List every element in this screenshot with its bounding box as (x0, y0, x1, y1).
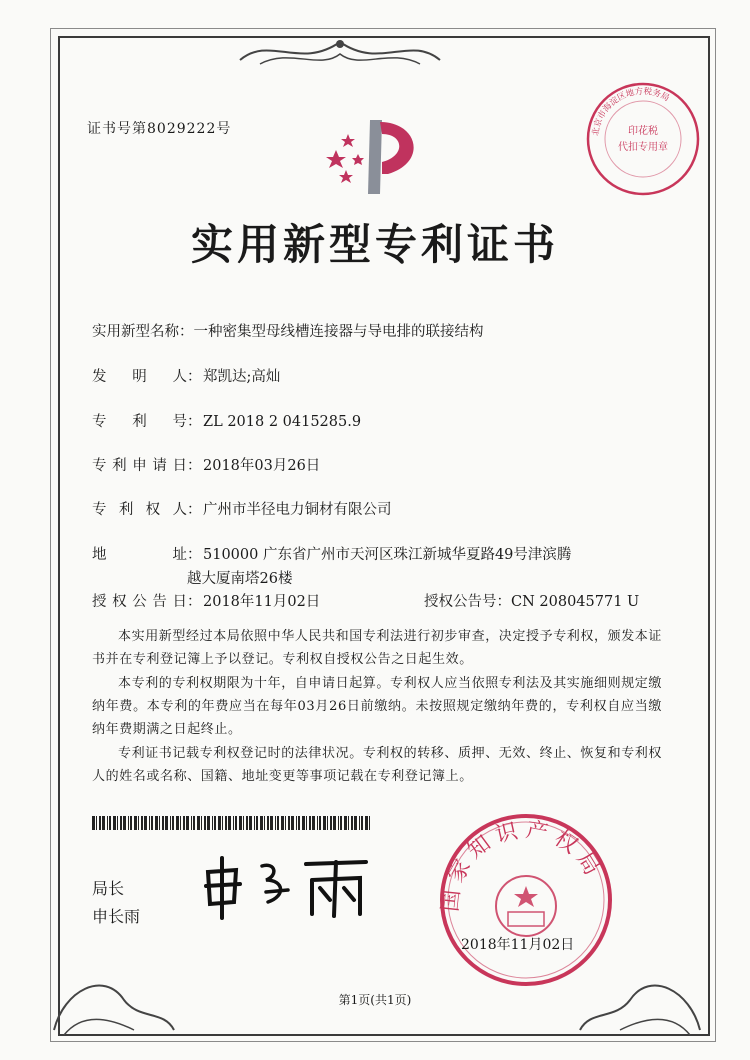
field-value: CN 208045771 U (511, 594, 640, 610)
cnipa-logo-icon (318, 112, 438, 202)
director-title: 局长 (92, 879, 125, 898)
barcode-bar (323, 816, 326, 830)
barcode-bar (246, 816, 248, 830)
certificate-title: 实用新型专利证书 (190, 220, 559, 269)
field-label: 专利号 (92, 414, 187, 430)
svg-text:国家知识产权局: 国家知识产权局 (438, 817, 608, 913)
barcode-bar (107, 816, 108, 830)
barcode-bar (340, 816, 342, 830)
barcode-bar (348, 816, 349, 830)
barcode-bar (365, 816, 368, 830)
field-address-line2: 越大厦南塔26楼 (187, 571, 293, 587)
barcode-bar (109, 816, 111, 830)
barcode-bar (319, 816, 321, 830)
field-value: 2018年11月02日 (203, 594, 321, 610)
barcode-bar (222, 816, 223, 830)
field-inventor: 发明人： 郑凯达;高灿 (92, 369, 281, 385)
barcode-bar (176, 816, 179, 830)
barcode-bar (92, 816, 95, 830)
field-label: 授权公告日 (92, 594, 187, 610)
barcode-bar (296, 816, 297, 830)
field-label: 发明人 (92, 369, 187, 385)
barcode-bar (170, 816, 171, 830)
field-value: 郑凯达;高灿 (203, 369, 281, 385)
barcode-bar (212, 816, 213, 830)
barcode-bar (204, 816, 206, 830)
barcode-bar (239, 816, 242, 830)
barcode-bar (361, 816, 363, 830)
barcode-bar (291, 816, 294, 830)
barcode-bar (243, 816, 244, 830)
barcode-bar (123, 816, 126, 830)
grant-date: 2018年11月02日 (461, 937, 575, 953)
statement-paragraph-2 (92, 672, 662, 741)
barcode-bar (186, 816, 189, 830)
certificate-number: 证书号第8029222号 (87, 121, 232, 137)
barcode-bar (99, 816, 101, 830)
svg-text:印花税: 印花税 (628, 126, 658, 137)
field-label: 地址 (92, 547, 187, 563)
field-patentee: 专利权人： 广州市半径电力铜材有限公司 (92, 502, 392, 518)
field-value: 2018年03月26日 (203, 458, 321, 474)
barcode-bar (149, 816, 150, 830)
barcode-bar (306, 816, 307, 830)
field-filing-date: 专利申请日： 2018年03月26日 (92, 458, 321, 474)
field-grant-announcement-number (424, 592, 639, 612)
barcode-bar (96, 816, 97, 830)
barcode-bar (235, 816, 237, 830)
barcode-bar (312, 816, 315, 830)
svg-text:北京市海淀区地方税务局: 北京市海淀区地方税务局 (590, 86, 671, 137)
barcode-bar (233, 816, 234, 830)
director-name: 申长雨 (92, 907, 141, 926)
barcode-bar (165, 816, 168, 830)
barcode-bar (354, 816, 357, 830)
barcode-bar (327, 816, 328, 830)
barcode-bar (344, 816, 347, 830)
barcode-bar (228, 816, 231, 830)
barcode-bar (317, 816, 318, 830)
page-number: 第1页(共1页) (338, 993, 412, 1007)
barcode-bar (159, 816, 160, 830)
barcode-bar (172, 816, 174, 830)
field-utility-model-name (92, 322, 484, 342)
barcode-bar (275, 816, 276, 830)
statement-paragraph-3 (92, 742, 662, 788)
barcode-bar (254, 816, 255, 830)
barcode-bar (369, 816, 370, 830)
tax-stamp-seal (584, 80, 702, 198)
cnipa-official-seal (438, 812, 614, 988)
barcode-bar (302, 816, 305, 830)
barcode-bar (260, 816, 263, 830)
barcode-bar (113, 816, 116, 830)
barcode-bar (218, 816, 221, 830)
barcode-bar (130, 816, 132, 830)
field-value: ZL 2018 2 0415285.9 (203, 414, 362, 430)
barcode-bar (270, 816, 273, 830)
field-grant-announcement-date: 授权公告日： 2018年11月02日 (92, 594, 321, 610)
barcode-bar (201, 816, 202, 830)
barcode-bar (207, 816, 210, 830)
barcode-bar (351, 816, 353, 830)
barcode-bar (214, 816, 216, 830)
field-value: 510000 广东省广州市天河区珠江新城华夏路49号津滨腾 (203, 547, 572, 563)
barcode-bar (249, 816, 252, 830)
barcode-bar (338, 816, 339, 830)
barcode-bar (138, 816, 139, 830)
barcode-bar (330, 816, 332, 830)
barcode-bar (288, 816, 290, 830)
barcode-bar (141, 816, 143, 830)
barcode-bar (120, 816, 122, 830)
field-value: 广州市半径电力铜材有限公司 (203, 502, 392, 518)
barcode-bar (155, 816, 158, 830)
barcode-bar (102, 816, 105, 830)
barcode-bar (359, 816, 360, 830)
barcode-bar (285, 816, 286, 830)
barcode-bar (151, 816, 153, 830)
paragraph-text: 本实用新型经过本局依照中华人民共和国专利法进行初步审查，决定授予专利权，颁发本证书并在专利登记簿上予以登记。专利权自授权公告之日起生效。 (92, 629, 663, 667)
field-address: 地址： 510000 广东省广州市天河区珠江新城华夏路49号津滨腾 (92, 547, 572, 563)
barcode-bar (134, 816, 137, 830)
barcode (92, 816, 372, 830)
barcode-bar (162, 816, 164, 830)
field-label: 专利申请日 (92, 458, 187, 474)
barcode-bar (256, 816, 258, 830)
field-label: 专利权人 (92, 502, 187, 518)
field-patent-number: 专利号： ZL 2018 2 0415285.9 (92, 414, 362, 430)
field-label: 实用新型名称： (92, 324, 194, 340)
barcode-bar (197, 816, 200, 830)
barcode-bar (193, 816, 195, 830)
barcode-bar (117, 816, 118, 830)
field-value: 一种密集型母线槽连接器与导电排的联接结构 (193, 324, 484, 340)
barcode-bar (264, 816, 265, 830)
barcode-bar (128, 816, 129, 830)
paragraph-text: 本专利的专利权期限为十年，自申请日起算。专利权人应当依照专利法及其实施细则规定缴纳年费。本专利的年费应当在每年03月26日前缴纳。未按照规定缴纳年费的，专利权自应当缴纳年费期满之日起终止。 (92, 676, 663, 737)
statement-paragraph-1 (92, 625, 662, 671)
barcode-bar (333, 816, 336, 830)
barcode-bar (298, 816, 300, 830)
director-signature (196, 852, 376, 924)
barcode-bar (281, 816, 284, 830)
barcode-bar (267, 816, 269, 830)
field-label: 授权公告号： (424, 594, 511, 610)
barcode-bar (180, 816, 181, 830)
top-ornament (230, 30, 450, 74)
paragraph-text: 专利证书记载专利权登记时的法律状况。专利权的转移、质押、无效、终止、恢复和专利权人的姓名或名称、国籍、地址变更等事项记载在专利登记簿上。 (92, 746, 663, 784)
barcode-bar (225, 816, 227, 830)
barcode-bar (191, 816, 192, 830)
svg-text:代扣专用章: 代扣专用章 (618, 142, 668, 153)
barcode-bar (144, 816, 147, 830)
barcode-bar (309, 816, 311, 830)
barcode-bar (277, 816, 279, 830)
barcode-bar (183, 816, 185, 830)
